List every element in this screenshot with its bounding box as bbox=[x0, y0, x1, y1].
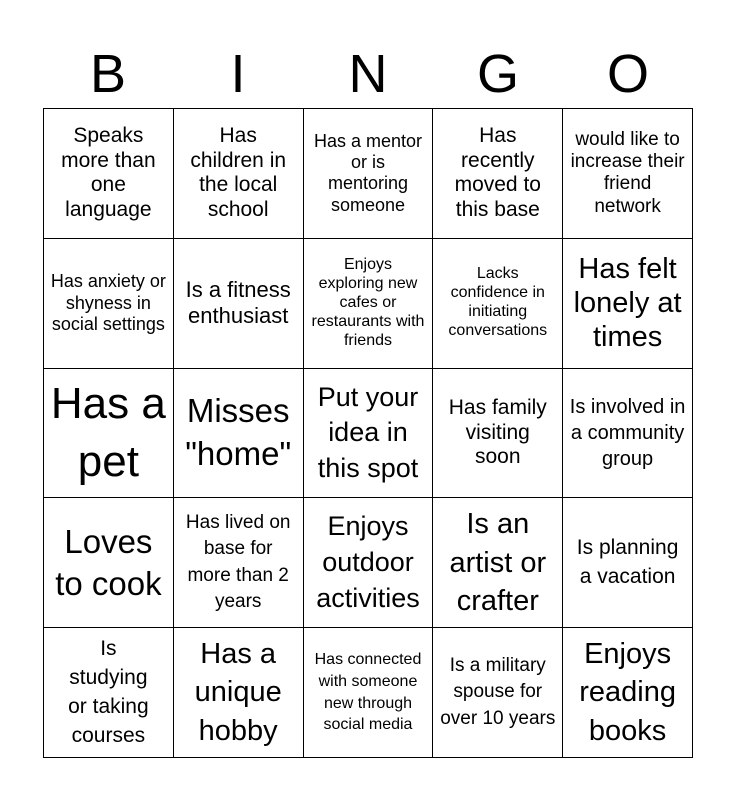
bingo-cell[interactable] bbox=[44, 239, 174, 369]
bingo-cell[interactable] bbox=[304, 109, 434, 239]
bingo-cell[interactable] bbox=[44, 109, 174, 239]
bingo-cell[interactable] bbox=[174, 109, 304, 239]
cell-text: Put your idea in this spot bbox=[317, 382, 419, 483]
bingo-cell[interactable] bbox=[304, 239, 434, 369]
cell-text: Has anxiety or shyness in social settings bbox=[50, 271, 166, 334]
cell-text: Is involved in a community group bbox=[569, 395, 686, 470]
cell-text: Enjoys reading books bbox=[579, 637, 676, 747]
bingo-cell[interactable] bbox=[433, 369, 563, 499]
bingo-cell[interactable] bbox=[563, 628, 693, 758]
cell-text: Is studying or taking courses bbox=[68, 636, 149, 747]
bingo-cell[interactable] bbox=[304, 369, 434, 499]
bingo-grid bbox=[43, 108, 693, 758]
bingo-cell[interactable] bbox=[44, 369, 174, 499]
cell-text: would like to increase their friend network bbox=[570, 128, 685, 217]
bingo-cell[interactable] bbox=[174, 369, 304, 499]
cell-text: Lacks confidence in initiating conversations bbox=[448, 265, 548, 340]
cell-text: Has children in the local school bbox=[190, 123, 287, 222]
bingo-cell[interactable] bbox=[174, 498, 304, 628]
header-letter-i: I bbox=[230, 44, 246, 104]
bingo-cell[interactable] bbox=[433, 239, 563, 369]
cell-text: Has family visiting soon bbox=[448, 395, 547, 469]
cell-text: Is a fitness enthusiast bbox=[185, 277, 291, 329]
bingo-cell[interactable] bbox=[304, 498, 434, 628]
bingo-cell[interactable] bbox=[563, 369, 693, 499]
bingo-cell[interactable] bbox=[174, 628, 304, 758]
bingo-cell[interactable] bbox=[44, 498, 174, 628]
cell-text: Has felt lonely at times bbox=[573, 252, 682, 354]
bingo-cell[interactable] bbox=[563, 498, 693, 628]
header-letter-b: B bbox=[89, 44, 127, 104]
cell-text: Has connected with someone new through social media bbox=[314, 651, 422, 734]
bingo-cell[interactable] bbox=[304, 628, 434, 758]
cell-text: Has a unique hobby bbox=[194, 637, 282, 747]
cell-text: Has a pet bbox=[50, 378, 166, 486]
cell-text: Speaks more than one language bbox=[61, 123, 156, 222]
cell-text: Has lived on base for more than 2 years bbox=[185, 511, 291, 613]
bingo-cell[interactable] bbox=[563, 239, 693, 369]
cell-text: Is an artist or crafter bbox=[449, 507, 547, 618]
cell-text: Enjoys outdoor activities bbox=[316, 511, 420, 613]
cell-text: Enjoys exploring new cafes or restaurants with friends bbox=[311, 256, 425, 349]
cell-text: Is a military spouse for over 10 years bbox=[440, 654, 556, 729]
header-letter-n: N bbox=[348, 44, 388, 104]
bingo-cell[interactable] bbox=[174, 239, 304, 369]
bingo-cell[interactable] bbox=[433, 498, 563, 628]
cell-text: Misses "home" bbox=[185, 392, 292, 472]
cell-text: Loves to cook bbox=[55, 522, 162, 602]
header-letter-o: O bbox=[606, 44, 649, 104]
bingo-cell[interactable] bbox=[433, 109, 563, 239]
bingo-cell[interactable] bbox=[563, 109, 693, 239]
cell-text: Has a mentor or is mentoring someone bbox=[313, 130, 422, 215]
bingo-cell[interactable] bbox=[433, 628, 563, 758]
bingo-cell[interactable] bbox=[44, 628, 174, 758]
cell-text: Is planning a vacation bbox=[576, 535, 679, 588]
bingo-header bbox=[43, 40, 693, 108]
cell-text: Has recently moved to this base bbox=[454, 123, 541, 222]
header-letter-g: G bbox=[476, 44, 519, 104]
